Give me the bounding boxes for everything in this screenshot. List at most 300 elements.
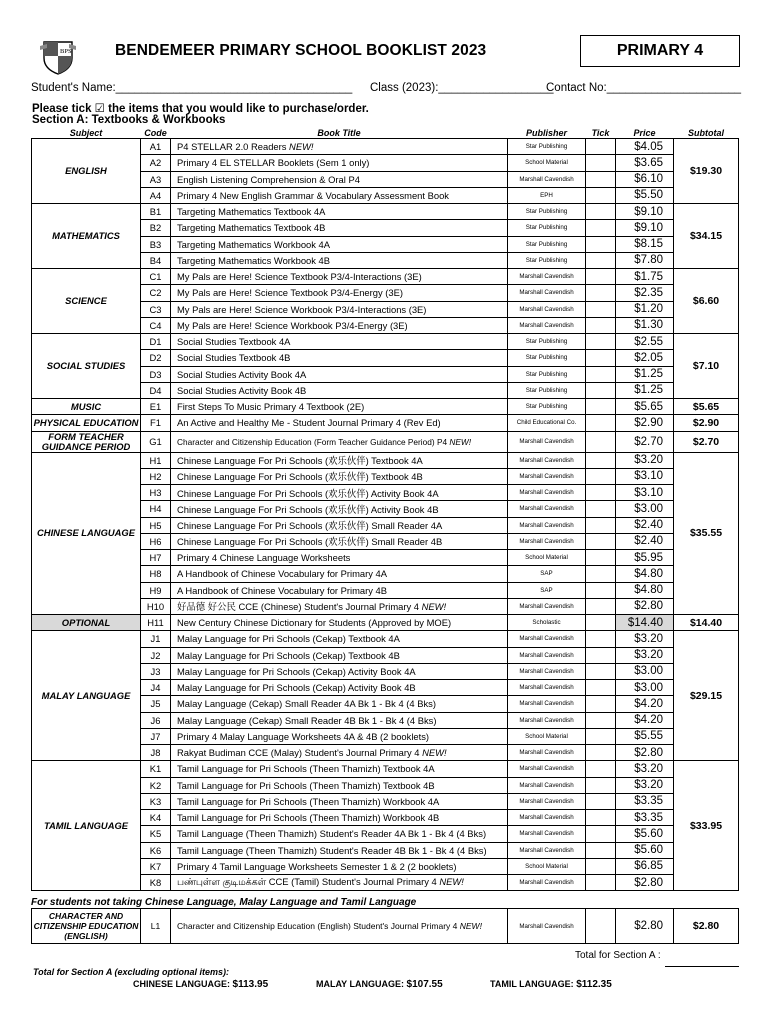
item-code: H11 [141,615,171,631]
item-code: B4 [141,252,171,268]
price: $7.80 [616,252,674,268]
tick-box[interactable] [586,826,616,842]
item-code: B2 [141,220,171,236]
item-code: H10 [141,598,171,614]
no-mother-tongue-note: For students not taking Chinese Language, Malay Language and Tamil Language [31,897,417,908]
price: $6.85 [616,858,674,874]
item-code: G1 [141,431,171,452]
publisher: Marshall Cavendish [508,745,586,761]
publisher: SAP [508,582,586,598]
subtotal: $2.90 [674,415,739,431]
book-title: Primary 4 Chinese Language Worksheets [171,550,508,566]
price: $9.10 [616,204,674,220]
item-code: J1 [141,631,171,647]
book-title: Malay Language for Pri Schools (Cekap) Textbook 4B [171,647,508,663]
subtotal: $34.15 [674,204,739,269]
book-title: Malay Language for Pri Schools (Cekap) Activity Book 4B [171,680,508,696]
book-title: Malay Language (Cekap) Small Reader 4A Bk 1 - Bk 4 (4 Bks) [171,696,508,712]
new-badge: NEW! [289,141,314,153]
publisher: Star Publishing [508,334,586,350]
publisher: School Material [508,728,586,744]
price: $2.35 [616,285,674,301]
publisher: Star Publishing [508,139,586,155]
book-title: Malay Language for Pri Schools (Cekap) Activity Book 4A [171,663,508,679]
price: $3.20 [616,647,674,663]
book-title: Character and Citizenship Education (Form Teacher Guidance Period) P4 NEW! [171,431,508,452]
col-tick: Tick [591,127,610,138]
price: $2.05 [616,350,674,366]
item-code: H7 [141,550,171,566]
publisher: Marshall Cavendish [508,501,586,517]
item-code: H5 [141,517,171,533]
price: $8.15 [616,236,674,252]
publisher: Marshall Cavendish [508,285,586,301]
publisher: Child Educational Co. [508,415,586,431]
tick-box[interactable] [586,171,616,187]
price: $4.80 [616,582,674,598]
publisher: Marshall Cavendish [508,301,586,317]
book-title: Malay Language for Pri Schools (Cekap) Textbook 4A [171,631,508,647]
item-code: C3 [141,301,171,317]
price: $1.75 [616,269,674,285]
item-code: H9 [141,582,171,598]
publisher: SAP [508,566,586,582]
publisher: Star Publishing [508,350,586,366]
publisher: EPH [508,187,586,203]
price: $4.20 [616,696,674,712]
publisher: Star Publishing [508,204,586,220]
publisher: Star Publishing [508,366,586,382]
tick-box[interactable] [586,334,616,350]
table-row [32,909,739,944]
tick-box[interactable] [586,582,616,598]
publisher: Marshall Cavendish [508,761,586,777]
price: $2.80 [616,745,674,761]
subject-label: TAMIL LANGUAGE [32,761,141,891]
price: $1.30 [616,317,674,333]
publisher: Star Publishing [508,220,586,236]
tick-box[interactable] [586,485,616,501]
tick-box[interactable] [586,566,616,582]
book-title: My Pals are Here! Science Textbook P3/4-Interactions (3E) [171,269,508,285]
book-title: 好品德 好公民 CCE (Chinese) Student's Journal Primary 4 NEW! [171,598,508,614]
publisher: Marshall Cavendish [508,826,586,842]
tick-box[interactable] [586,236,616,252]
price: $2.40 [616,517,674,533]
subtotal: $2.70 [674,431,739,452]
publisher: Marshall Cavendish [508,842,586,858]
book-title: New Century Chinese Dictionary for Students (Approved by MOE) [171,615,508,631]
publisher: Marshall Cavendish [508,517,586,533]
price: $5.50 [616,187,674,203]
tick-box[interactable] [586,269,616,285]
price: $3.10 [616,468,674,484]
price: $3.20 [616,777,674,793]
tick-box[interactable] [586,533,616,549]
tick-box[interactable] [586,728,616,744]
price: $4.20 [616,712,674,728]
price: $3.10 [616,485,674,501]
subject-label: OPTIONAL [32,615,141,631]
item-code: A4 [141,187,171,203]
tick-box[interactable] [586,696,616,712]
subtotal: $29.15 [674,631,739,761]
publisher: School Material [508,858,586,874]
item-code: J2 [141,647,171,663]
item-code: K2 [141,777,171,793]
publisher: Scholastic [508,615,586,631]
price: $1.20 [616,301,674,317]
table-row [32,415,739,431]
page-title: BENDEMEER PRIMARY SCHOOL BOOKLIST 2023 [115,42,487,59]
item-code: B1 [141,204,171,220]
book-title: First Steps To Music Primary 4 Textbook (2E) [171,399,508,415]
table-row [32,615,739,631]
price: $3.20 [616,452,674,468]
table-row [32,139,739,155]
tick-box[interactable] [586,285,616,301]
price: $3.00 [616,680,674,696]
book-title: Social Studies Activity Book 4B [171,382,508,398]
book-title: My Pals are Here! Science Textbook P3/4-Energy (3E) [171,285,508,301]
tick-box[interactable] [586,431,616,452]
logo-text: BPS [60,48,72,55]
booklist-table [31,127,739,891]
new-badge: NEW! [422,747,447,759]
book-title: My Pals are Here! Science Workbook P3/4-Interactions (3E) [171,301,508,317]
price: $1.25 [616,382,674,398]
price: $2.80 [616,909,674,944]
item-code: K6 [141,842,171,858]
book-title: An Active and Healthy Me - Student Journal Primary 4 (Rev Ed) [171,415,508,431]
publisher: Marshall Cavendish [508,647,586,663]
book-title: Targeting Mathematics Workbook 4A [171,236,508,252]
tick-box[interactable] [586,842,616,858]
tick-box[interactable] [586,745,616,761]
price: $2.80 [616,875,674,891]
book-title: A Handbook of Chinese Vocabulary for Primary 4B [171,582,508,598]
subject-label: PHYSICAL EDUCATION [32,415,141,431]
item-code: D4 [141,382,171,398]
tick-box[interactable] [586,139,616,155]
student-name-field[interactable]: Student's Name:_____________________________________ [31,82,353,94]
tick-box[interactable] [586,631,616,647]
publisher: Marshall Cavendish [508,317,586,333]
tick-box[interactable] [586,468,616,484]
tick-box[interactable] [586,366,616,382]
tick-box[interactable] [586,777,616,793]
price: $5.60 [616,826,674,842]
book-title: Primary 4 Malay Language Worksheets 4A & 4B (2 booklets) [171,728,508,744]
price: $3.20 [616,631,674,647]
publisher: Marshall Cavendish [508,171,586,187]
price: $1.25 [616,366,674,382]
level-badge: PRIMARY 4 [580,35,740,67]
price: $5.95 [616,550,674,566]
table-row [32,269,739,285]
subject-label: MATHEMATICS [32,204,141,269]
col-code: Code [144,127,167,138]
book-title: Tamil Language for Pri Schools (Theen Thamizh) Textbook 4A [171,761,508,777]
new-badge: NEW! [439,876,464,888]
price: $3.35 [616,793,674,809]
price: $3.20 [616,761,674,777]
contact-field[interactable]: Contact No:_____________________ [546,82,742,94]
publisher: Marshall Cavendish [508,631,586,647]
tick-box[interactable] [586,712,616,728]
price: $9.10 [616,220,674,236]
tick-box[interactable] [586,909,616,944]
price: $2.90 [616,415,674,431]
subject-label: CHINESE LANGUAGE [32,452,141,615]
book-title: Chinese Language For Pri Schools (欢乐伙伴) Activity Book 4A [171,485,508,501]
tick-box[interactable] [586,317,616,333]
subtotal: $14.40 [674,615,739,631]
tick-box[interactable] [586,793,616,809]
item-code: J5 [141,696,171,712]
subtotal: $5.65 [674,399,739,415]
book-title: Tamil Language (Theen Thamizh) Student's Reader 4A Bk 1 - Bk 4 (4 Bks) [171,826,508,842]
publisher: Star Publishing [508,382,586,398]
subject-label: CHARACTER AND CITIZENSHIP EDUCATION (ENGLISH) [32,909,141,944]
tick-box[interactable] [586,663,616,679]
book-title: Targeting Mathematics Textbook 4B [171,220,508,236]
book-title: P4 STELLAR 2.0 Readers NEW! [171,139,508,155]
publisher: Star Publishing [508,236,586,252]
publisher: School Material [508,550,586,566]
school-logo [38,36,78,76]
book-title: Tamil Language for Pri Schools (Theen Thamizh) Textbook 4B [171,777,508,793]
tick-box[interactable] [586,252,616,268]
tick-box[interactable] [586,415,616,431]
tick-box[interactable] [586,501,616,517]
tick-box[interactable] [586,204,616,220]
table-row [32,431,739,452]
item-code: E1 [141,399,171,415]
publisher: Marshall Cavendish [508,909,586,944]
item-code: H3 [141,485,171,501]
tick-box[interactable] [586,550,616,566]
price: $4.80 [616,566,674,582]
book-title: Primary 4 EL STELLAR Booklets (Sem 1 only) [171,155,508,171]
item-code: A2 [141,155,171,171]
section-total-line[interactable] [665,966,739,967]
tick-box[interactable] [586,517,616,533]
price: $2.40 [616,533,674,549]
book-title: My Pals are Here! Science Workbook P3/4-Energy (3E) [171,317,508,333]
subtotal: $35.55 [674,452,739,615]
subject-label: SCIENCE [32,269,141,334]
tick-box[interactable] [586,301,616,317]
price: $5.65 [616,399,674,415]
price: $5.55 [616,728,674,744]
publisher: Marshall Cavendish [508,777,586,793]
tick-box[interactable] [586,452,616,468]
tick-box[interactable] [586,399,616,415]
item-code: C1 [141,269,171,285]
price: $3.00 [616,501,674,517]
price: $2.80 [616,598,674,614]
tick-box[interactable] [586,155,616,171]
book-title: Chinese Language For Pri Schools (欢乐伙伴) Textbook 4B [171,468,508,484]
new-badge: NEW! [421,601,447,613]
item-code: B3 [141,236,171,252]
publisher: Marshall Cavendish [508,269,586,285]
book-title: Targeting Mathematics Workbook 4B [171,252,508,268]
item-code: H6 [141,533,171,549]
publisher: Marshall Cavendish [508,598,586,614]
new-badge: NEW! [459,921,482,931]
book-title: Tamil Language (Theen Thamizh) Student's Reader 4B Bk 1 - Bk 4 (4 Bks) [171,842,508,858]
col-subtotal: Subtotal [688,127,724,138]
total-chinese: CHINESE LANGUAGE: $113.95 [133,979,269,990]
item-code: C2 [141,285,171,301]
subject-label: MUSIC [32,399,141,415]
subject-label: SOCIAL STUDIES [32,334,141,399]
subtotal: $2.80 [674,909,739,944]
tick-box[interactable] [586,615,616,631]
price: $3.35 [616,810,674,826]
item-code: K7 [141,858,171,874]
book-title: Primary 4 Tamil Language Worksheets Semester 1 & 2 (2 booklets) [171,858,508,874]
item-code: L1 [141,909,171,944]
item-code: H8 [141,566,171,582]
price: $2.55 [616,334,674,350]
book-title: Chinese Language For Pri Schools (欢乐伙伴) Textbook 4A [171,452,508,468]
item-code: D2 [141,350,171,366]
item-code: K5 [141,826,171,842]
item-code: J4 [141,680,171,696]
col-publisher: Publisher [525,127,567,138]
tick-box[interactable] [586,598,616,614]
item-code: J8 [141,745,171,761]
item-code: K8 [141,875,171,891]
item-code: C4 [141,317,171,333]
item-code: A1 [141,139,171,155]
book-title: A Handbook of Chinese Vocabulary for Primary 4A [171,566,508,582]
new-badge: NEW! [449,436,472,447]
total-malay: MALAY LANGUAGE: $107.55 [316,979,443,990]
item-code: J6 [141,712,171,728]
subtotal: $19.30 [674,139,739,204]
item-code: H4 [141,501,171,517]
publisher: Star Publishing [508,399,586,415]
price: $3.00 [616,663,674,679]
book-title: Chinese Language For Pri Schools (欢乐伙伴) Activity Book 4B [171,501,508,517]
price: $2.70 [616,431,674,452]
subtotal: $6.60 [674,269,739,334]
item-code: K1 [141,761,171,777]
class-field[interactable]: Class (2023):__________________ [370,82,554,94]
price: $6.10 [616,171,674,187]
item-code: F1 [141,415,171,431]
publisher: Marshall Cavendish [508,533,586,549]
book-title: Social Studies Textbook 4B [171,350,508,366]
instruction-text: Please tick ☑ the items that you would like to purchase/order. [32,103,369,115]
book-title: Malay Language (Cekap) Small Reader 4B Bk 1 - Bk 4 (4 Bks) [171,712,508,728]
tick-box[interactable] [586,382,616,398]
price: $3.65 [616,155,674,171]
publisher: Marshall Cavendish [508,793,586,809]
price: $14.40 [616,615,674,631]
publisher: Marshall Cavendish [508,452,586,468]
tick-box[interactable] [586,761,616,777]
book-title: Chinese Language For Pri Schools (欢乐伙伴) Small Reader 4A [171,517,508,533]
cce-table [31,908,739,944]
col-title: Book Title [317,127,361,138]
book-title: Social Studies Textbook 4A [171,334,508,350]
table-row [32,452,739,468]
book-title: Tamil Language for Pri Schools (Theen Thamizh) Workbook 4B [171,810,508,826]
subtotal: $33.95 [674,761,739,891]
tick-box[interactable] [586,810,616,826]
tick-box[interactable] [586,647,616,663]
tick-box[interactable] [586,220,616,236]
table-row [32,334,739,350]
price: $4.05 [616,139,674,155]
publisher: Marshall Cavendish [508,696,586,712]
price: $5.60 [616,842,674,858]
item-code: D1 [141,334,171,350]
book-title: பண்புள்ள குடிமக்கள் CCE (Tamil) Student's Journal Primary 4 NEW! [171,875,508,891]
item-code: K4 [141,810,171,826]
subject-label: ENGLISH [32,139,141,204]
item-code: A3 [141,171,171,187]
subject-label: MALAY LANGUAGE [32,631,141,761]
publisher: Marshall Cavendish [508,810,586,826]
item-code: D3 [141,366,171,382]
book-title: Character and Citizenship Education (English) Student's Journal Primary 4 NEW! [171,909,508,944]
book-title: Rakyat Budiman CCE (Malay) Student's Journal Primary 4 NEW! [171,745,508,761]
book-title: Tamil Language for Pri Schools (Theen Thamizh) Workbook 4A [171,793,508,809]
table-row [32,761,739,777]
item-code: J3 [141,663,171,679]
book-title: English Listening Comprehension & Oral P4 [171,171,508,187]
totals-heading: Total for Section A (excluding optional items): [33,967,230,977]
section-a-heading: Section A: Textbooks & Workbooks [32,114,226,126]
tick-box[interactable] [586,350,616,366]
item-code: J7 [141,728,171,744]
item-code: K3 [141,793,171,809]
table-row [32,399,739,415]
section-total-label: Total for Section A : [575,950,661,961]
publisher: Marshall Cavendish [508,663,586,679]
publisher: Marshall Cavendish [508,712,586,728]
book-title: Primary 4 New English Grammar & Vocabulary Assessment Book [171,187,508,203]
col-price: Price [633,127,656,138]
total-tamil: TAMIL LANGUAGE: $112.35 [490,979,612,990]
book-title: Social Studies Activity Book 4A [171,366,508,382]
tick-box[interactable] [586,680,616,696]
subject-label: FORM TEACHER GUIDANCE PERIOD [32,431,141,452]
tick-box[interactable] [586,858,616,874]
publisher: School Material [508,155,586,171]
item-code: H1 [141,452,171,468]
book-title: Targeting Mathematics Textbook 4A [171,204,508,220]
table-row [32,631,739,647]
book-title: Chinese Language For Pri Schools (欢乐伙伴) Small Reader 4B [171,533,508,549]
col-subject: Subject [69,127,103,138]
publisher: Marshall Cavendish [508,875,586,891]
tick-box[interactable] [586,875,616,891]
publisher: Marshall Cavendish [508,431,586,452]
table-row [32,204,739,220]
publisher: Marshall Cavendish [508,485,586,501]
subtotal: $7.10 [674,334,739,399]
publisher: Marshall Cavendish [508,680,586,696]
tick-box[interactable] [586,187,616,203]
item-code: H2 [141,468,171,484]
